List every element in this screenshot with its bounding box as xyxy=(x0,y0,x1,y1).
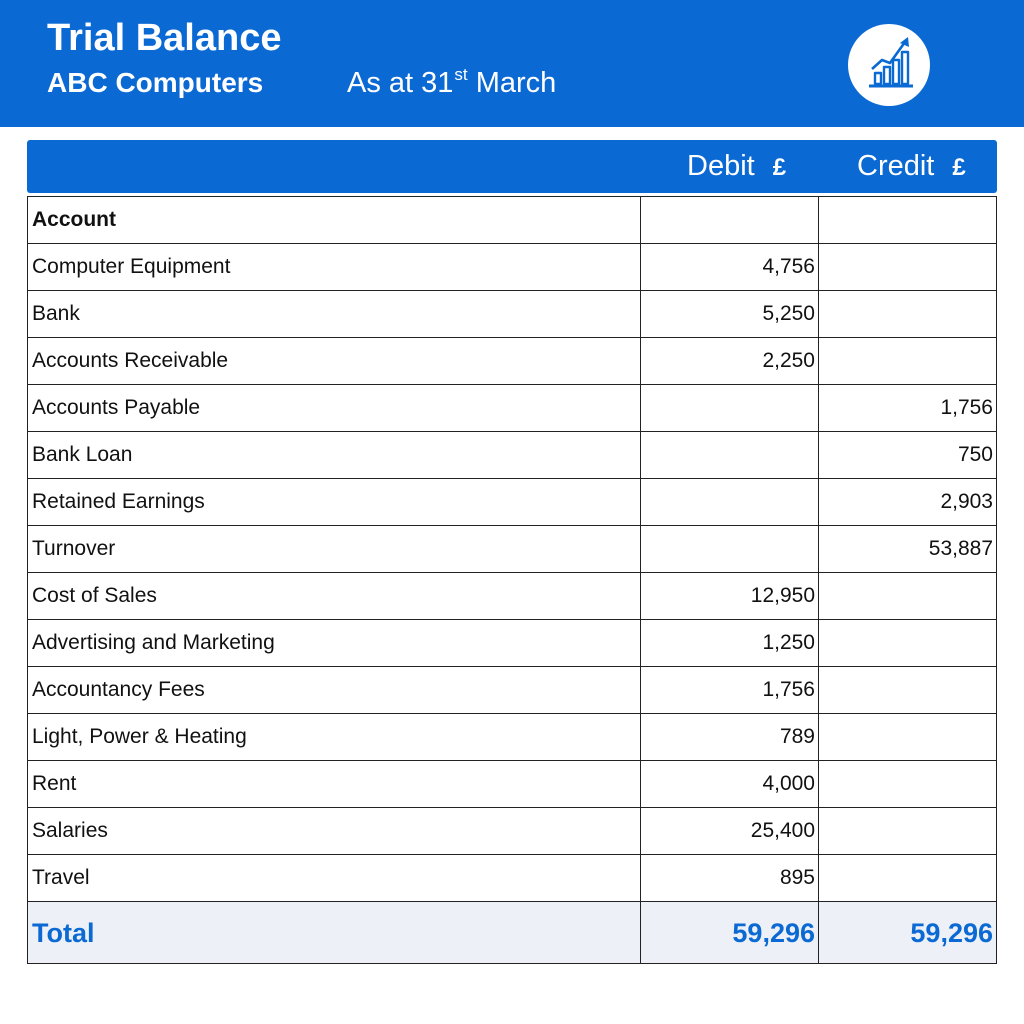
table-row xyxy=(28,432,997,479)
debit-cell xyxy=(641,432,819,479)
table-row xyxy=(28,667,997,714)
account-cell: Accountancy Fees xyxy=(28,667,641,714)
debit-cell xyxy=(641,385,819,432)
credit-cell xyxy=(819,291,997,338)
debit-cell xyxy=(641,479,819,526)
credit-column-header: Credit £ xyxy=(857,150,966,182)
table-row xyxy=(28,291,997,338)
company-name: ABC Computers xyxy=(47,67,264,98)
table-row xyxy=(28,244,997,291)
credit-cell: 750 xyxy=(819,432,997,479)
table-row xyxy=(28,526,997,573)
table-row xyxy=(28,479,997,526)
credit-cell xyxy=(819,667,997,714)
credit-cell xyxy=(819,714,997,761)
total-debit: 59,296 xyxy=(641,902,819,964)
credit-cell: 53,887 xyxy=(819,526,997,573)
account-cell: Travel xyxy=(28,855,641,902)
debit-cell: 895 xyxy=(641,855,819,902)
debit-cell: 4,756 xyxy=(641,244,819,291)
as-at-ordinal: st xyxy=(454,65,468,84)
account-cell: Advertising and Marketing xyxy=(28,620,641,667)
account-cell: Bank xyxy=(28,291,641,338)
account-cell: Bank Loan xyxy=(28,432,641,479)
debit-cell: 25,400 xyxy=(641,808,819,855)
account-cell: Salaries xyxy=(28,808,641,855)
column-header-bar xyxy=(27,140,997,193)
account-cell: Light, Power & Heating xyxy=(28,714,641,761)
table-row xyxy=(28,620,997,667)
logo xyxy=(848,24,930,106)
account-cell: Cost of Sales xyxy=(28,573,641,620)
as-at-month: March xyxy=(467,67,557,99)
as-at-date xyxy=(347,65,556,101)
account-column-header: Account xyxy=(28,197,641,244)
total-credit: 59,296 xyxy=(819,902,997,964)
debit-cell: 4,000 xyxy=(641,761,819,808)
debit-cell: 1,250 xyxy=(641,620,819,667)
credit-cell xyxy=(819,855,997,902)
total-label: Total xyxy=(28,902,641,964)
debit-cell: 1,756 xyxy=(641,667,819,714)
table-header-row xyxy=(28,197,997,244)
credit-cell xyxy=(819,244,997,291)
table-row xyxy=(28,761,997,808)
page-title: Trial Balance xyxy=(47,17,282,59)
table-row xyxy=(28,385,997,432)
debit-cell: 789 xyxy=(641,714,819,761)
credit-cell xyxy=(819,620,997,667)
table-row xyxy=(28,338,997,385)
credit-cell: 1,756 xyxy=(819,385,997,432)
table-row xyxy=(28,855,997,902)
credit-cell xyxy=(819,573,997,620)
trial-balance-table xyxy=(27,196,997,964)
debit-column-header: Debit £ xyxy=(687,150,787,182)
credit-cell xyxy=(819,808,997,855)
header-banner xyxy=(0,0,1024,127)
debit-cell: 12,950 xyxy=(641,573,819,620)
table-row xyxy=(28,808,997,855)
bar-chart-growth-icon xyxy=(848,24,930,106)
debit-cell: 2,250 xyxy=(641,338,819,385)
debit-cell xyxy=(641,197,819,244)
debit-cell: 5,250 xyxy=(641,291,819,338)
account-cell: Retained Earnings xyxy=(28,479,641,526)
account-cell: Computer Equipment xyxy=(28,244,641,291)
credit-cell xyxy=(819,197,997,244)
table-row xyxy=(28,573,997,620)
credit-cell xyxy=(819,338,997,385)
credit-currency: £ xyxy=(952,154,966,181)
account-cell: Accounts Receivable xyxy=(28,338,641,385)
account-cell: Rent xyxy=(28,761,641,808)
credit-cell: 2,903 xyxy=(819,479,997,526)
account-cell: Turnover xyxy=(28,526,641,573)
debit-cell xyxy=(641,526,819,573)
table-row xyxy=(28,714,997,761)
credit-cell xyxy=(819,761,997,808)
debit-currency: £ xyxy=(772,154,787,181)
total-row xyxy=(28,902,997,964)
as-at-prefix: As at 31 xyxy=(347,67,454,99)
account-cell: Accounts Payable xyxy=(28,385,641,432)
